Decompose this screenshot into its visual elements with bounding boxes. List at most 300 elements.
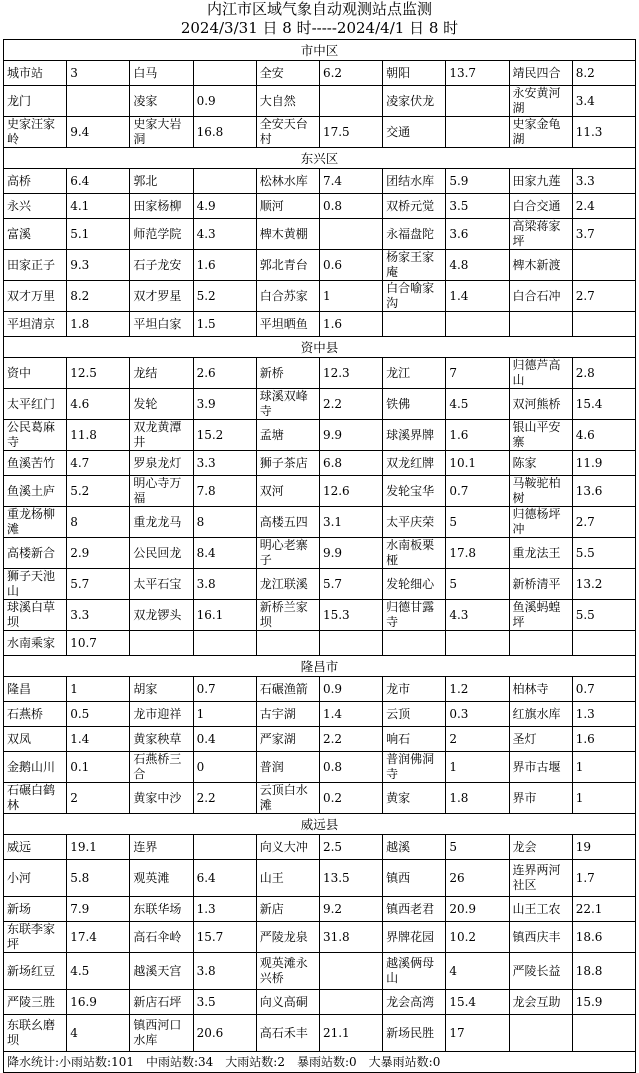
table-row	[4, 897, 636, 922]
rainfall-value: 5.9	[446, 169, 509, 194]
station-name: 古宇湖	[256, 702, 319, 727]
rainfall-value: 5	[446, 569, 509, 600]
rainfall-value: 1.7	[572, 860, 635, 897]
rainfall-value: 3.3	[572, 169, 635, 194]
rainfall-value: 8	[67, 507, 130, 538]
rainfall-value: 3.8	[193, 569, 256, 600]
station-name	[509, 631, 572, 656]
station-name: 响石	[383, 727, 446, 752]
rainfall-value: 20.9	[446, 897, 509, 922]
rainfall-value: 21.1	[319, 1015, 382, 1052]
rainfall-value: 1.8	[446, 783, 509, 814]
station-name: 界牌花园	[383, 922, 446, 953]
rainfall-value: 2.5	[319, 835, 382, 860]
station-name: 团结水库	[383, 169, 446, 194]
rainfall-value: 1.6	[572, 727, 635, 752]
table-row	[4, 860, 636, 897]
table-row	[4, 990, 636, 1015]
rainfall-value: 4.5	[67, 953, 130, 990]
section-header-row	[4, 337, 636, 358]
rainfall-value	[319, 219, 382, 250]
station-name: 鱼溪蚂蝗坪	[509, 600, 572, 631]
station-name: 太平石宝	[130, 569, 193, 600]
rainfall-value: 0.2	[319, 783, 382, 814]
rainfall-value: 2.8	[572, 358, 635, 389]
station-name: 双河熊桥	[509, 389, 572, 420]
station-name: 普润佛洞寺	[383, 752, 446, 783]
rainfall-value: 5.8	[67, 860, 130, 897]
rainfall-value: 1.3	[572, 702, 635, 727]
page-subtitle: 2024/3/31 日 8 时-----2024/4/1 日 8 时	[180, 19, 459, 37]
rainfall-value: 15.4	[446, 990, 509, 1015]
station-name: 石燕桥三合	[130, 752, 193, 783]
station-name: 归德甘露寺	[383, 600, 446, 631]
rainfall-value: 2.7	[572, 507, 635, 538]
station-name: 柏林寺	[509, 677, 572, 702]
station-name: 双才罗星	[130, 281, 193, 312]
rainfall-value: 16.9	[67, 990, 130, 1015]
rainfall-value: 1.6	[319, 312, 382, 337]
rainfall-value: 10.1	[446, 451, 509, 476]
station-name: 田家正子	[4, 250, 67, 281]
rainfall-value: 2.2	[193, 783, 256, 814]
rainfall-value: 0.8	[319, 752, 382, 783]
station-name: 陈家	[509, 451, 572, 476]
station-name: 新店石坪	[130, 990, 193, 1015]
rainfall-value: 8.2	[572, 61, 635, 86]
station-name: 平坦清京	[4, 312, 67, 337]
section-header-row	[4, 814, 636, 835]
rainfall-value: 1	[446, 752, 509, 783]
table-row	[4, 358, 636, 389]
rainfall-value: 2.2	[319, 389, 382, 420]
station-name: 云顶白水滩	[256, 783, 319, 814]
station-name: 史家大岩洞	[130, 117, 193, 148]
rainfall-value: 0.1	[67, 752, 130, 783]
station-name: 郭北	[130, 169, 193, 194]
section-header-row	[4, 656, 636, 677]
station-name: 双才万里	[4, 281, 67, 312]
rainfall-value: 4.7	[67, 451, 130, 476]
rainfall-value: 16.1	[193, 600, 256, 631]
table-row	[4, 61, 636, 86]
station-name: 高石禾丰	[256, 1015, 319, 1052]
rainfall-value: 2.7	[572, 281, 635, 312]
section-title: 隆昌市	[4, 656, 636, 677]
station-name: 观英滩	[130, 860, 193, 897]
rainfall-value: 10.2	[446, 922, 509, 953]
rainfall-value: 0.5	[67, 702, 130, 727]
section-title: 威远县	[4, 814, 636, 835]
rainfall-value: 6.8	[319, 451, 382, 476]
station-name: 永福盘陀	[383, 219, 446, 250]
station-name: 永安黄河湖	[509, 86, 572, 117]
rainfall-value: 2.6	[193, 358, 256, 389]
rainfall-value: 1	[67, 677, 130, 702]
station-name: 发轮	[130, 389, 193, 420]
station-name: 银山平安寨	[509, 420, 572, 451]
station-name: 杨家王家庵	[383, 250, 446, 281]
rainfall-value: 9.3	[67, 250, 130, 281]
station-name: 归德杨坪冲	[509, 507, 572, 538]
station-name: 郭北青台	[256, 250, 319, 281]
station-name: 龙江联溪	[256, 569, 319, 600]
rainfall-value: 15.2	[193, 420, 256, 451]
rainfall-value: 4.9	[193, 194, 256, 219]
station-name: 双龙红牌	[383, 451, 446, 476]
station-name: 发轮细心	[383, 569, 446, 600]
station-name: 交通	[383, 117, 446, 148]
rainfall-value: 13.2	[572, 569, 635, 600]
rainfall-value: 3.1	[319, 507, 382, 538]
station-name: 水南乘家	[4, 631, 67, 656]
rainfall-value: 3.5	[193, 990, 256, 1015]
rainfall-value	[319, 953, 382, 990]
table-row	[4, 953, 636, 990]
rainfall-table	[3, 39, 636, 1073]
rainfall-value: 22.1	[572, 897, 635, 922]
station-name: 球溪白草坝	[4, 600, 67, 631]
rainfall-value: 7	[446, 358, 509, 389]
table-row	[4, 569, 636, 600]
station-name: 史家金龟湖	[509, 117, 572, 148]
table-row	[4, 389, 636, 420]
rainfall-value: 9.9	[319, 420, 382, 451]
rainfall-value: 1.3	[193, 897, 256, 922]
station-name: 东联幺磨坝	[4, 1015, 67, 1052]
rainfall-value: 0.9	[193, 86, 256, 117]
station-name: 师范学院	[130, 219, 193, 250]
rainfall-value: 1.6	[446, 420, 509, 451]
rainfall-value: 11.3	[572, 117, 635, 148]
station-name: 越溪俩母山	[383, 953, 446, 990]
table-row	[4, 727, 636, 752]
station-name: 连界两河社区	[509, 860, 572, 897]
rainfall-value: 3.8	[193, 953, 256, 990]
station-name: 资中	[4, 358, 67, 389]
station-name: 公民葛麻寺	[4, 420, 67, 451]
table-row	[4, 451, 636, 476]
section-title: 东兴区	[4, 148, 636, 169]
rainfall-value	[572, 1015, 635, 1052]
station-name: 东联李家坪	[4, 922, 67, 953]
station-name: 龙结	[130, 358, 193, 389]
rainfall-value: 5.2	[67, 476, 130, 507]
rainfall-value: 0	[193, 752, 256, 783]
station-name: 镇西庆丰	[509, 922, 572, 953]
station-name	[509, 1015, 572, 1052]
station-name: 全安天台村	[256, 117, 319, 148]
station-name: 新场民胜	[383, 1015, 446, 1052]
station-name: 山王工农	[509, 897, 572, 922]
rainfall-value: 4.3	[446, 600, 509, 631]
station-name: 连界	[130, 835, 193, 860]
rainfall-value: 3.7	[572, 219, 635, 250]
rainfall-value: 31.8	[319, 922, 382, 953]
station-name: 太平红门	[4, 389, 67, 420]
station-name: 越溪	[383, 835, 446, 860]
table-row	[4, 600, 636, 631]
rainfall-value	[193, 61, 256, 86]
station-name: 田家九莲	[509, 169, 572, 194]
station-name: 新桥清平	[509, 569, 572, 600]
page-title: 内江市区域气象自动观测站点监测	[206, 0, 432, 18]
station-name: 龙会高湾	[383, 990, 446, 1015]
station-name: 重龙杨柳滩	[4, 507, 67, 538]
rainfall-value: 4.3	[193, 219, 256, 250]
rainfall-value: 9.9	[319, 538, 382, 569]
rainfall-value: 1.4	[319, 702, 382, 727]
station-name: 界市	[509, 783, 572, 814]
rainfall-value: 5.2	[193, 281, 256, 312]
rainfall-value: 8.4	[193, 538, 256, 569]
rainfall-value: 0.3	[446, 702, 509, 727]
rainfall-value: 8.2	[67, 281, 130, 312]
station-name: 镇西	[383, 860, 446, 897]
table-row	[4, 169, 636, 194]
station-name: 石燕桥	[4, 702, 67, 727]
station-name: 城市站	[4, 61, 67, 86]
rainfall-value: 0.6	[319, 250, 382, 281]
table-row	[4, 783, 636, 814]
station-name: 新店	[256, 897, 319, 922]
rainfall-summary: 降水统计:小雨站数:101 中雨站数:34 大雨站数:2 暴雨站数:0 大暴雨站数:0	[4, 1052, 636, 1073]
rainfall-value: 16.8	[193, 117, 256, 148]
rainfall-value	[319, 631, 382, 656]
station-name: 龙会互助	[509, 990, 572, 1015]
station-name: 圣灯	[509, 727, 572, 752]
rainfall-value: 4.1	[67, 194, 130, 219]
station-name: 新桥兰家坝	[256, 600, 319, 631]
table-row	[4, 752, 636, 783]
section-title: 资中县	[4, 337, 636, 358]
station-name: 椑木黄棚	[256, 219, 319, 250]
station-name: 靖民四合	[509, 61, 572, 86]
station-name	[509, 312, 572, 337]
station-name: 双龙锣头	[130, 600, 193, 631]
station-name: 马鞍驼柏树	[509, 476, 572, 507]
rainfall-value	[572, 250, 635, 281]
rainfall-value: 4	[446, 953, 509, 990]
rainfall-value	[319, 990, 382, 1015]
station-name: 狮子天池山	[4, 569, 67, 600]
station-name: 白合交通	[509, 194, 572, 219]
rainfall-value: 4	[67, 1015, 130, 1052]
rainfall-value	[572, 312, 635, 337]
rainfall-value: 15.7	[193, 922, 256, 953]
station-name: 大自然	[256, 86, 319, 117]
station-name: 龙会	[509, 835, 572, 860]
rainfall-value: 13.6	[572, 476, 635, 507]
rainfall-value: 3.9	[193, 389, 256, 420]
station-name: 双桥元觉	[383, 194, 446, 219]
rainfall-value: 13.5	[319, 860, 382, 897]
station-name: 白合喻家沟	[383, 281, 446, 312]
rainfall-value: 12.3	[319, 358, 382, 389]
station-name: 永兴	[4, 194, 67, 219]
station-name: 明心老寨子	[256, 538, 319, 569]
rainfall-value	[193, 835, 256, 860]
rainfall-value: 6.4	[193, 860, 256, 897]
rainfall-value: 26	[446, 860, 509, 897]
station-name: 界市古堰	[509, 752, 572, 783]
station-name: 双龙黄潭井	[130, 420, 193, 451]
table-row	[4, 1015, 636, 1052]
rainfall-value: 1.4	[446, 281, 509, 312]
rainfall-value: 12.5	[67, 358, 130, 389]
rainfall-value: 7.8	[193, 476, 256, 507]
rainfall-value: 3.5	[446, 194, 509, 219]
rainfall-value: 2	[67, 783, 130, 814]
rainfall-value	[446, 631, 509, 656]
rainfall-value	[193, 631, 256, 656]
station-name: 凌家伏龙	[383, 86, 446, 117]
station-name: 富溪	[4, 219, 67, 250]
station-name: 松林水库	[256, 169, 319, 194]
station-name: 双河	[256, 476, 319, 507]
station-name: 石碾渔箭	[256, 677, 319, 702]
station-name: 全安	[256, 61, 319, 86]
rainfall-value: 2	[446, 727, 509, 752]
rainfall-value: 0.8	[319, 194, 382, 219]
rainfall-value: 6.2	[319, 61, 382, 86]
rainfall-value: 15.4	[572, 389, 635, 420]
rainfall-value: 1	[319, 281, 382, 312]
station-name: 鱼溪土庐	[4, 476, 67, 507]
station-name: 龙市	[383, 677, 446, 702]
table-row	[4, 702, 636, 727]
table-row	[4, 631, 636, 656]
station-name	[383, 631, 446, 656]
table-row	[4, 281, 636, 312]
rainfall-value: 12.6	[319, 476, 382, 507]
rainfall-value	[446, 117, 509, 148]
table-row	[4, 507, 636, 538]
station-name	[256, 631, 319, 656]
station-name: 罗泉龙灯	[130, 451, 193, 476]
station-name: 高梁蒋家坪	[509, 219, 572, 250]
station-name	[130, 631, 193, 656]
rainfall-value: 0.7	[446, 476, 509, 507]
station-name: 观英滩永兴桥	[256, 953, 319, 990]
table-row	[4, 835, 636, 860]
station-name: 重龙龙马	[130, 507, 193, 538]
rainfall-value: 0.9	[319, 677, 382, 702]
rainfall-value: 0.7	[572, 677, 635, 702]
station-name: 山王	[256, 860, 319, 897]
station-name: 史家汪家岭	[4, 117, 67, 148]
rainfall-value	[193, 169, 256, 194]
rainfall-value: 3.6	[446, 219, 509, 250]
station-name: 镇西老君	[383, 897, 446, 922]
rainfall-value: 4.6	[572, 420, 635, 451]
station-name: 新场	[4, 897, 67, 922]
rainfall-value: 3.3	[67, 600, 130, 631]
rainfall-value: 9.4	[67, 117, 130, 148]
station-name: 孟塘	[256, 420, 319, 451]
station-name: 凌家	[130, 86, 193, 117]
table-row	[4, 194, 636, 219]
station-name: 朝阳	[383, 61, 446, 86]
table-row	[4, 677, 636, 702]
rainfall-value: 2.2	[319, 727, 382, 752]
station-name: 高石伞岭	[130, 922, 193, 953]
station-name: 太平庆荣	[383, 507, 446, 538]
station-name: 严家湖	[256, 727, 319, 752]
rainfall-value: 0.4	[193, 727, 256, 752]
station-name: 严陵龙泉	[256, 922, 319, 953]
station-name: 向义大冲	[256, 835, 319, 860]
station-name: 向义高硐	[256, 990, 319, 1015]
station-name: 金鹅山川	[4, 752, 67, 783]
station-name: 顺河	[256, 194, 319, 219]
station-name: 白合苏家	[256, 281, 319, 312]
station-name: 普润	[256, 752, 319, 783]
station-name: 平坦晒鱼	[256, 312, 319, 337]
rainfall-value: 5.1	[67, 219, 130, 250]
rainfall-value: 5.5	[572, 538, 635, 569]
section-title: 市中区	[4, 40, 636, 61]
rainfall-value	[67, 86, 130, 117]
station-name: 鱼溪苦竹	[4, 451, 67, 476]
station-name: 新场红豆	[4, 953, 67, 990]
station-name: 重龙法王	[509, 538, 572, 569]
station-name: 东联华场	[130, 897, 193, 922]
station-name: 龙市迎祥	[130, 702, 193, 727]
station-name: 威远	[4, 835, 67, 860]
rainfall-value: 9.2	[319, 897, 382, 922]
station-name: 高楼新合	[4, 538, 67, 569]
rainfall-value: 2.9	[67, 538, 130, 569]
station-name: 铁佛	[383, 389, 446, 420]
station-name: 发轮宝华	[383, 476, 446, 507]
rainfall-value: 5	[446, 507, 509, 538]
rainfall-value: 8	[193, 507, 256, 538]
rainfall-value: 1.8	[67, 312, 130, 337]
table-row	[4, 476, 636, 507]
rainfall-value	[446, 312, 509, 337]
rainfall-value: 15.3	[319, 600, 382, 631]
rainfall-value: 17.8	[446, 538, 509, 569]
station-name: 小河	[4, 860, 67, 897]
station-name: 新桥	[256, 358, 319, 389]
rainfall-value: 10.7	[67, 631, 130, 656]
rainfall-value: 19.1	[67, 835, 130, 860]
table-row	[4, 219, 636, 250]
station-name: 双凤	[4, 727, 67, 752]
table-row	[4, 117, 636, 148]
station-name: 明心寺万福	[130, 476, 193, 507]
rainfall-value: 4.8	[446, 250, 509, 281]
rainfall-value: 20.6	[193, 1015, 256, 1052]
section-header-row	[4, 40, 636, 61]
summary-row	[4, 1052, 636, 1073]
rainfall-value: 15.9	[572, 990, 635, 1015]
rainfall-value: 17.4	[67, 922, 130, 953]
station-name: 严陵长益	[509, 953, 572, 990]
rainfall-value: 11.8	[67, 420, 130, 451]
rainfall-value: 3.3	[193, 451, 256, 476]
table-row	[4, 538, 636, 569]
rainfall-value: 2.4	[572, 194, 635, 219]
rainfall-value: 3.4	[572, 86, 635, 117]
station-name: 严陵三胜	[4, 990, 67, 1015]
table-row	[4, 420, 636, 451]
rainfall-value: 5.7	[67, 569, 130, 600]
rainfall-value: 7.4	[319, 169, 382, 194]
station-name: 石碾白鹤林	[4, 783, 67, 814]
table-row	[4, 250, 636, 281]
